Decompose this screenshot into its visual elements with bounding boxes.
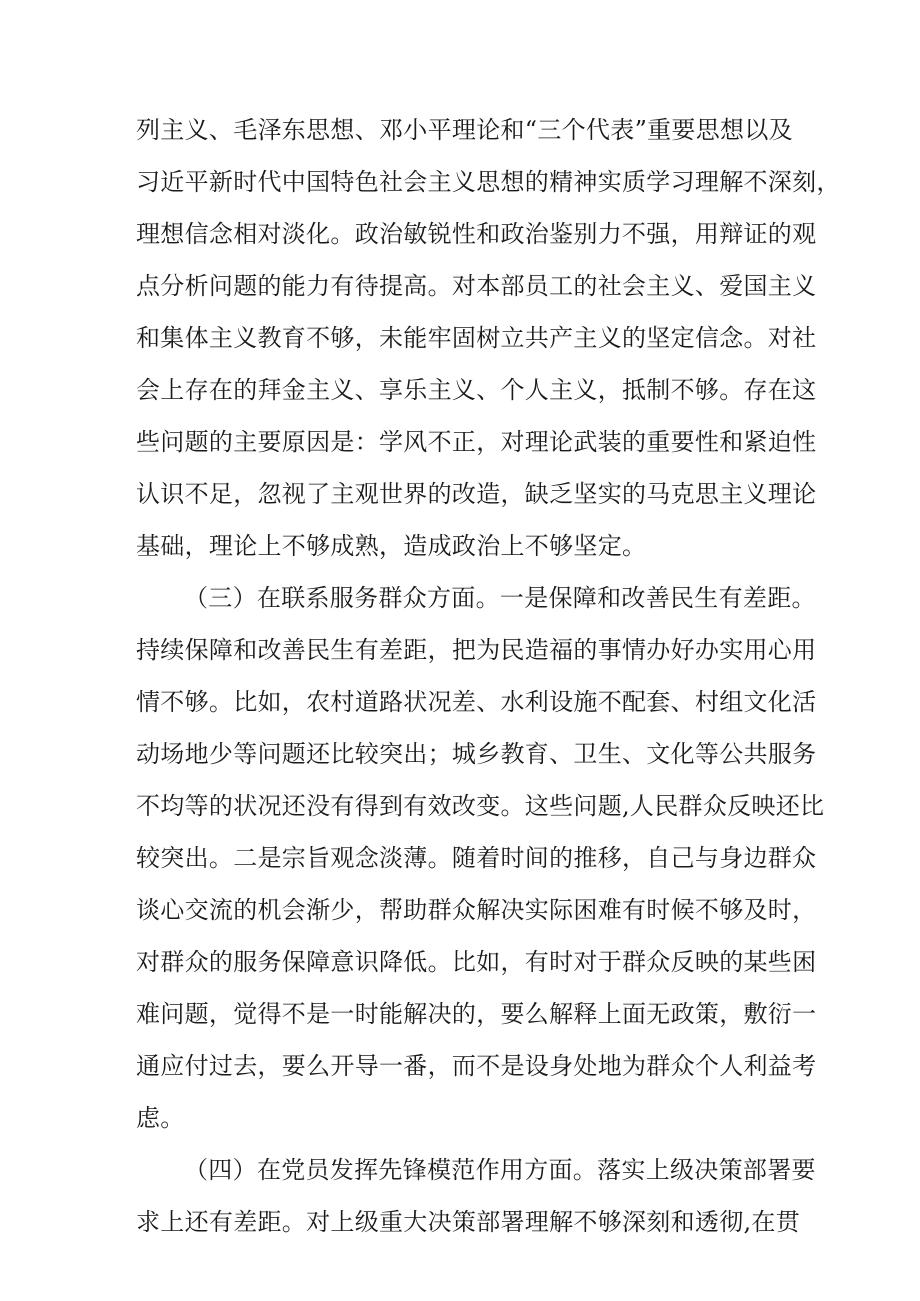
paragraph-section-4 [136, 1144, 816, 1248]
text-line: 会上存在的拜金主义、享乐主义、个人主义，抵制不够。存在这 [136, 376, 817, 404]
text-line: 习近平新时代中国特色社会主义思想的精神实质学习理解不深刻， [136, 168, 841, 196]
text-line: 虑。 [136, 1104, 185, 1132]
text-line: 持续保障和改善民生有差距，把为民造福的事情办好办实用心用 [136, 636, 817, 664]
text-line: 求上还有差距。对上级重大决策部署理解不够深刻和透彻,在贯 [136, 1208, 801, 1236]
text-line: 和集体主义教育不够，未能牢固树立共产主义的坚定信念。对社 [136, 324, 817, 352]
section-heading-line: （四）在党员发挥先锋模范作用方面。落实上级决策部署要 [184, 1156, 816, 1184]
paragraph-section-3 [136, 572, 825, 1144]
text-line: 通应付过去，要么开导一番，而不是设身处地为群众个人利益考 [136, 1052, 817, 1080]
text-line: 理想信念相对淡化。政治敏锐性和政治鉴别力不强，用辩证的观 [136, 220, 817, 248]
text-line: 认识不足，忽视了主观世界的改造，缺乏坚实的马克思主义理论 [136, 480, 817, 508]
text-line: 难问题，觉得不是一时能解决的，要么解释上面无政策，敷衍一 [136, 1000, 817, 1028]
paragraph-theory-study [136, 104, 841, 572]
document-body [136, 104, 841, 1248]
text-line: 列主义、毛泽东思想、邓小平理论和“三个代表”重要思想以及 [136, 116, 793, 144]
text-line: 对群众的服务保障意识降低。比如，有时对于群众反映的某些困 [136, 948, 817, 976]
text-line: 谈心交流的机会渐少，帮助群众解决实际困难有时候不够及时， [136, 896, 817, 924]
text-line: 较突出。二是宗旨观念淡薄。随着时间的推移，自己与身边群众 [136, 844, 817, 872]
section-heading-line: （三）在联系服务群众方面。一是保障和改善民生有差距。 [184, 584, 816, 612]
text-line: 动场地少等问题还比较突出；城乡教育、卫生、文化等公共服务 [136, 740, 817, 768]
text-line: 不均等的状况还没有得到有效改变。这些问题,人民群众反映还比 [136, 792, 825, 820]
text-line: 点分析问题的能力有待提高。对本部员工的社会主义、爱国主义 [136, 272, 817, 300]
text-line: 些问题的主要原因是：学风不正，对理论武装的重要性和紧迫性 [136, 428, 817, 456]
text-line: 情不够。比如，农村道路状况差、水利设施不配套、村组文化活 [136, 688, 817, 716]
text-line: 基础，理论上不够成熟，造成政治上不够坚定。 [136, 532, 647, 560]
